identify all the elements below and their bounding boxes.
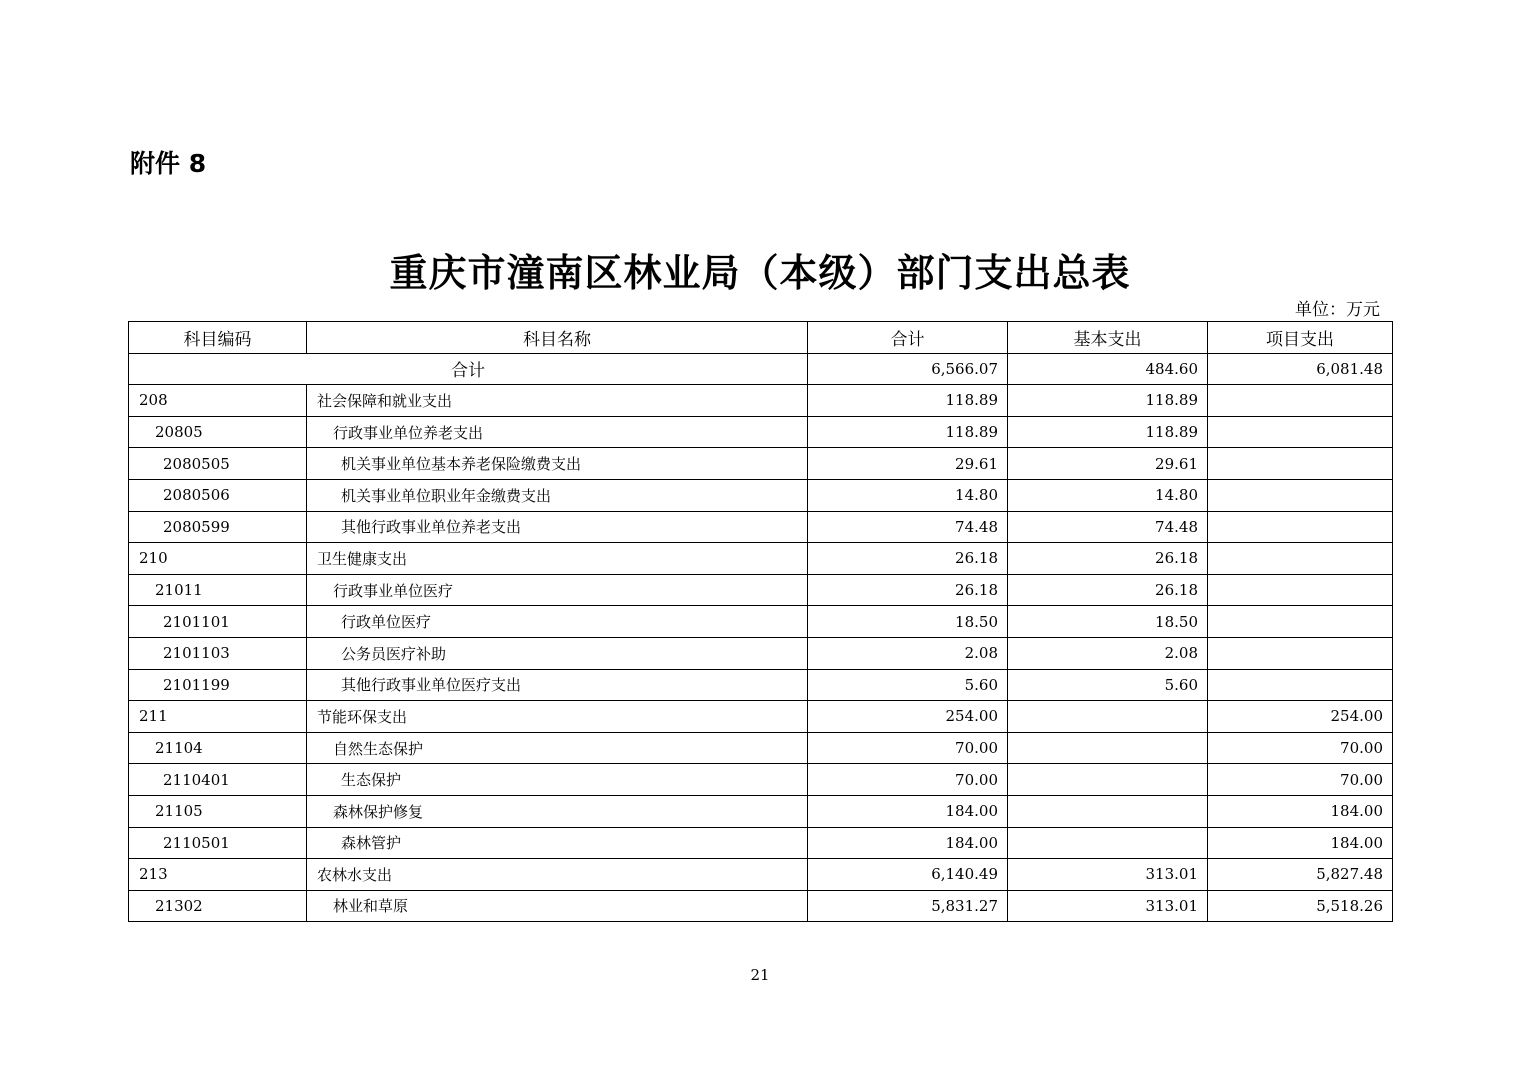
row-total: 2.08 <box>808 637 1008 669</box>
row-project <box>1208 385 1393 417</box>
row-project: 5,827.48 <box>1208 859 1393 891</box>
table-row <box>129 732 1393 764</box>
row-total: 26.18 <box>808 574 1008 606</box>
row-name: 其他行政事业单位医疗支出 <box>307 669 808 701</box>
table-row <box>129 890 1393 922</box>
row-name: 生态保护 <box>307 764 808 796</box>
total-amount: 6,566.07 <box>808 353 1008 385</box>
row-total: 14.80 <box>808 479 1008 511</box>
header-total: 合计 <box>808 322 1008 354</box>
row-basic <box>1008 764 1208 796</box>
row-project <box>1208 574 1393 606</box>
row-basic: 313.01 <box>1008 890 1208 922</box>
total-basic: 484.60 <box>1008 353 1208 385</box>
row-project: 184.00 <box>1208 795 1393 827</box>
table-row <box>129 606 1393 638</box>
row-basic: 26.18 <box>1008 543 1208 575</box>
table-row <box>129 574 1393 606</box>
row-code: 2080506 <box>129 479 307 511</box>
total-row <box>129 353 1393 385</box>
row-name: 机关事业单位基本养老保险缴费支出 <box>307 448 808 480</box>
total-label: 合计 <box>129 353 808 385</box>
row-code: 2080599 <box>129 511 307 543</box>
row-name: 林业和草原 <box>307 890 808 922</box>
row-basic: 118.89 <box>1008 416 1208 448</box>
row-basic: 18.50 <box>1008 606 1208 638</box>
attachment-label: 附件 8 <box>130 149 207 178</box>
header-basic: 基本支出 <box>1008 322 1208 354</box>
row-basic: 14.80 <box>1008 479 1208 511</box>
row-code: 21104 <box>129 732 307 764</box>
row-name: 行政单位医疗 <box>307 606 808 638</box>
row-basic <box>1008 732 1208 764</box>
row-total: 74.48 <box>808 511 1008 543</box>
row-code: 213 <box>129 859 307 891</box>
table-row <box>129 859 1393 891</box>
table-row <box>129 795 1393 827</box>
row-total: 18.50 <box>808 606 1008 638</box>
table-header-row <box>129 322 1393 354</box>
row-basic: 2.08 <box>1008 637 1208 669</box>
row-basic: 74.48 <box>1008 511 1208 543</box>
row-project: 5,518.26 <box>1208 890 1393 922</box>
expenditure-table <box>128 321 1393 922</box>
row-name: 自然生态保护 <box>307 732 808 764</box>
row-code: 21011 <box>129 574 307 606</box>
row-name: 农林水支出 <box>307 859 808 891</box>
row-total: 70.00 <box>808 764 1008 796</box>
row-name: 社会保障和就业支出 <box>307 385 808 417</box>
row-project <box>1208 606 1393 638</box>
table-row <box>129 827 1393 859</box>
row-basic: 313.01 <box>1008 859 1208 891</box>
row-project <box>1208 511 1393 543</box>
row-project <box>1208 669 1393 701</box>
row-total: 118.89 <box>808 416 1008 448</box>
row-code: 2101103 <box>129 637 307 669</box>
row-total: 254.00 <box>808 701 1008 733</box>
row-total: 29.61 <box>808 448 1008 480</box>
total-project: 6,081.48 <box>1208 353 1393 385</box>
row-name: 行政事业单位养老支出 <box>307 416 808 448</box>
row-code: 21302 <box>129 890 307 922</box>
row-project <box>1208 543 1393 575</box>
row-basic <box>1008 827 1208 859</box>
row-basic: 5.60 <box>1008 669 1208 701</box>
table-row <box>129 669 1393 701</box>
table-row <box>129 511 1393 543</box>
page-number: 21 <box>750 966 770 984</box>
table-row <box>129 764 1393 796</box>
row-project: 184.00 <box>1208 827 1393 859</box>
row-basic: 29.61 <box>1008 448 1208 480</box>
row-code: 2080505 <box>129 448 307 480</box>
table-row <box>129 448 1393 480</box>
header-project: 项目支出 <box>1208 322 1393 354</box>
row-name: 行政事业单位医疗 <box>307 574 808 606</box>
row-project: 254.00 <box>1208 701 1393 733</box>
row-code: 210 <box>129 543 307 575</box>
table-row <box>129 637 1393 669</box>
row-code: 211 <box>129 701 307 733</box>
row-total: 184.00 <box>808 795 1008 827</box>
header-name: 科目名称 <box>307 322 808 354</box>
row-code: 20805 <box>129 416 307 448</box>
row-total: 6,140.49 <box>808 859 1008 891</box>
row-project <box>1208 416 1393 448</box>
page-title: 重庆市潼南区林业局（本级）部门支出总表 <box>389 250 1131 295</box>
row-total: 118.89 <box>808 385 1008 417</box>
header-code: 科目编码 <box>129 322 307 354</box>
row-basic: 118.89 <box>1008 385 1208 417</box>
row-project <box>1208 479 1393 511</box>
row-code: 2101101 <box>129 606 307 638</box>
row-project <box>1208 448 1393 480</box>
table-row <box>129 479 1393 511</box>
row-total: 26.18 <box>808 543 1008 575</box>
row-name: 节能环保支出 <box>307 701 808 733</box>
row-name: 卫生健康支出 <box>307 543 808 575</box>
row-project: 70.00 <box>1208 732 1393 764</box>
row-name: 森林保护修复 <box>307 795 808 827</box>
row-total: 5,831.27 <box>808 890 1008 922</box>
row-code: 2110501 <box>129 827 307 859</box>
row-code: 2101199 <box>129 669 307 701</box>
table-row <box>129 416 1393 448</box>
row-basic <box>1008 701 1208 733</box>
row-name: 森林管护 <box>307 827 808 859</box>
row-name: 机关事业单位职业年金缴费支出 <box>307 479 808 511</box>
row-name: 其他行政事业单位养老支出 <box>307 511 808 543</box>
row-name: 公务员医疗补助 <box>307 637 808 669</box>
unit-label: 单位：万元 <box>1295 300 1380 320</box>
row-total: 70.00 <box>808 732 1008 764</box>
row-total: 5.60 <box>808 669 1008 701</box>
row-code: 2110401 <box>129 764 307 796</box>
row-basic: 26.18 <box>1008 574 1208 606</box>
table-row <box>129 385 1393 417</box>
row-total: 184.00 <box>808 827 1008 859</box>
table-row <box>129 701 1393 733</box>
row-code: 208 <box>129 385 307 417</box>
row-basic <box>1008 795 1208 827</box>
row-project <box>1208 637 1393 669</box>
row-code: 21105 <box>129 795 307 827</box>
row-project: 70.00 <box>1208 764 1393 796</box>
table-row <box>129 543 1393 575</box>
